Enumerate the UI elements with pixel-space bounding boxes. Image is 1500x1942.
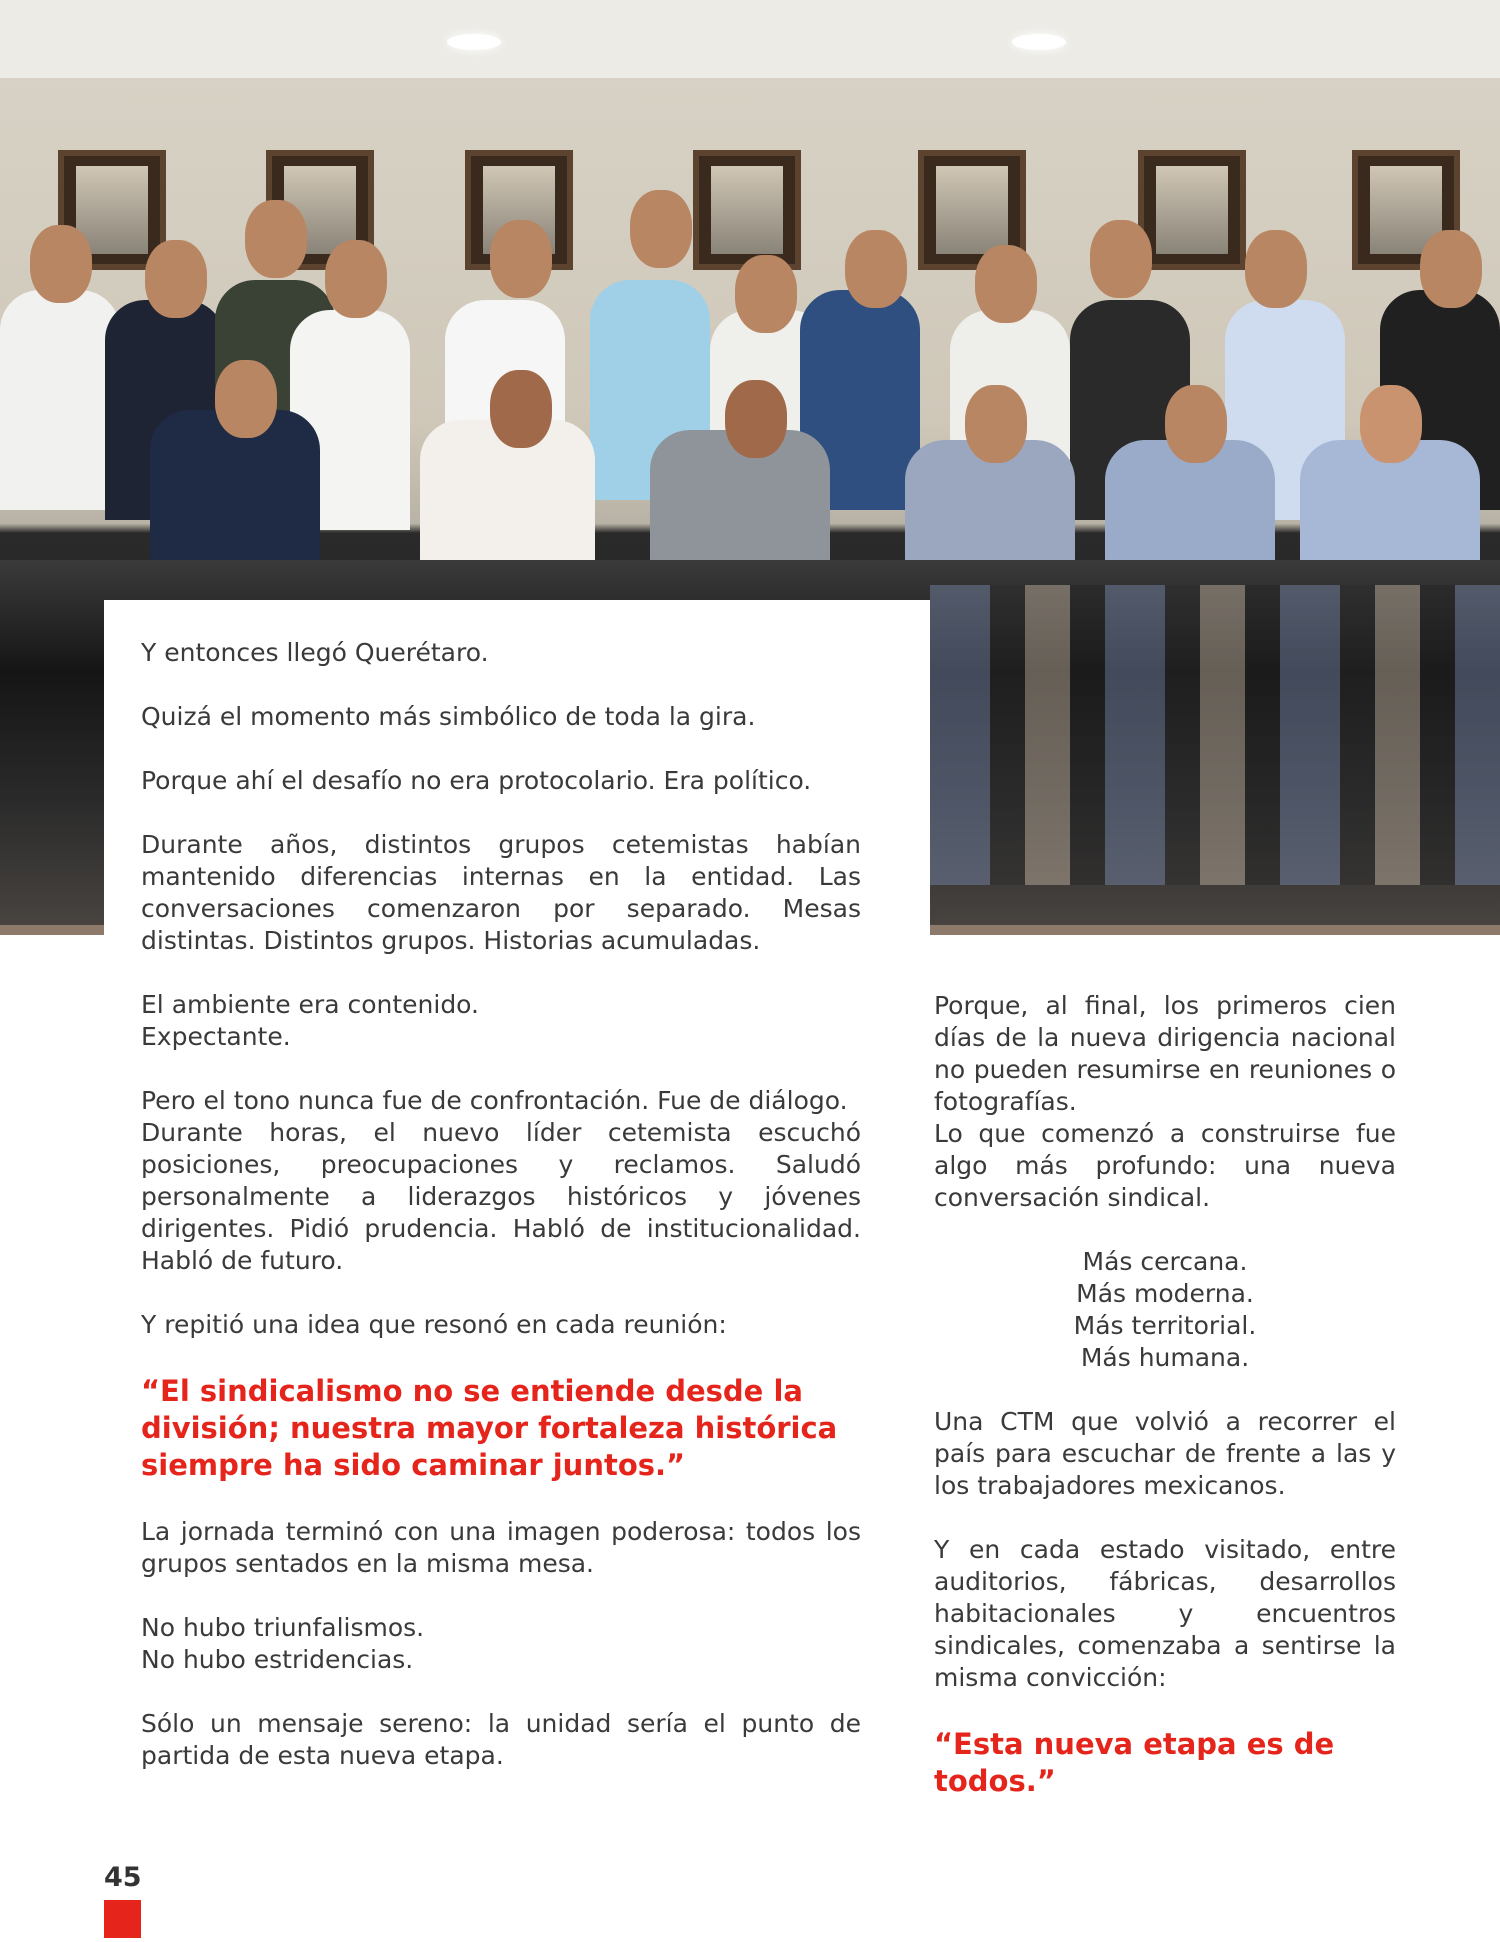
person: [965, 385, 1027, 463]
paragraph: Y repitió una idea que resonó en cada reunión:: [141, 1310, 727, 1339]
red-accent-block: [104, 1900, 141, 1938]
left-column: [141, 637, 861, 1772]
paragraph: Porque ahí el desafío no era protocolario. Era político.: [141, 766, 812, 795]
person: [1165, 385, 1227, 463]
pull-quote: “El sindicalismo no se entiende desde la división; nuestra mayor fortaleza histórica siempre ha sido caminar juntos.”: [141, 1374, 838, 1482]
text-line: No hubo estridencias.: [141, 1645, 414, 1674]
page-number: 45: [104, 1862, 142, 1893]
text-line: No hubo triunfalismos.: [141, 1613, 425, 1642]
paragraph: [141, 1085, 861, 1277]
table-reflection: [930, 585, 1500, 885]
text-line: Más territorial.: [1073, 1311, 1257, 1340]
ceiling-light: [1012, 34, 1066, 50]
person: [630, 190, 692, 268]
text-line: Más moderna.: [1076, 1279, 1254, 1308]
paragraph: Sólo un mensaje sereno: la unidad sería el punto de partida de esta nueva etapa.: [141, 1709, 861, 1770]
person: [490, 220, 552, 298]
closing-quote: “Esta nueva etapa es de todos.”: [934, 1727, 1335, 1798]
person: [145, 240, 207, 318]
paragraph: Y en cada estado visitado, entre auditorios, fábricas, desarrollos habitacionales y encuentros sindicales, comenzaba a sentirse la misma convicción:: [934, 1535, 1396, 1692]
paragraph: La jornada terminó con una imagen poderosa: todos los grupos sentados en la misma mesa.: [141, 1517, 861, 1578]
centered-list: [934, 1246, 1396, 1374]
paragraph: [934, 990, 1396, 1214]
person: [245, 200, 307, 278]
text-line: El ambiente era contenido.: [141, 990, 479, 1019]
right-column: [934, 990, 1396, 1800]
paragraph: Durante años, distintos grupos cetemistas habían mantenido diferencias internas en la entidad. Las conversaciones comenzaron por separado. Mesas distintas. Distintos grupos. Historias acumuladas.: [141, 830, 861, 955]
person: [1420, 230, 1482, 308]
text-line: Porque, al final, los primeros cien días de la nueva dirigencia nacional no pueden resumirse en reuniones o fotografías.: [934, 991, 1396, 1116]
text-line: Durante horas, el nuevo líder cetemista escuchó posiciones, preocupaciones y reclamos. Saludó personalmente a liderazgos históricos y jóvenes dirigentes. Pidió prudencia. Habló de institucionalidad. Habló de futuro.: [141, 1118, 861, 1275]
person: [845, 230, 907, 308]
ceiling: [0, 0, 1500, 78]
person: [325, 240, 387, 318]
person: [1360, 385, 1422, 463]
paragraph: Y entonces llegó Querétaro.: [141, 638, 489, 667]
ceiling-light: [447, 34, 501, 50]
person: [215, 360, 277, 438]
text-line: Más cercana.: [1082, 1247, 1248, 1276]
paragraph: Una CTM que volvió a recorrer el país para escuchar de frente a las y los trabajadores mexicanos.: [934, 1407, 1396, 1500]
text-line: Expectante.: [141, 1022, 291, 1051]
person: [1090, 220, 1152, 298]
person: [1245, 230, 1307, 308]
text-line: Más humana.: [1080, 1343, 1250, 1372]
group-of-people: [0, 200, 1500, 570]
person: [30, 225, 92, 303]
person: [490, 370, 552, 448]
person: [725, 380, 787, 458]
paragraph: Quizá el momento más simbólico de toda la gira.: [141, 702, 756, 731]
paragraph: [141, 1612, 861, 1676]
text-line: Pero el tono nunca fue de confrontación. Fue de diálogo.: [141, 1086, 848, 1115]
person: [975, 245, 1037, 323]
text-line: Lo que comenzó a construirse fue algo más profundo: una nueva conversación sindical.: [934, 1119, 1396, 1212]
paragraph: [141, 989, 861, 1053]
person: [735, 255, 797, 333]
person: [0, 290, 120, 510]
